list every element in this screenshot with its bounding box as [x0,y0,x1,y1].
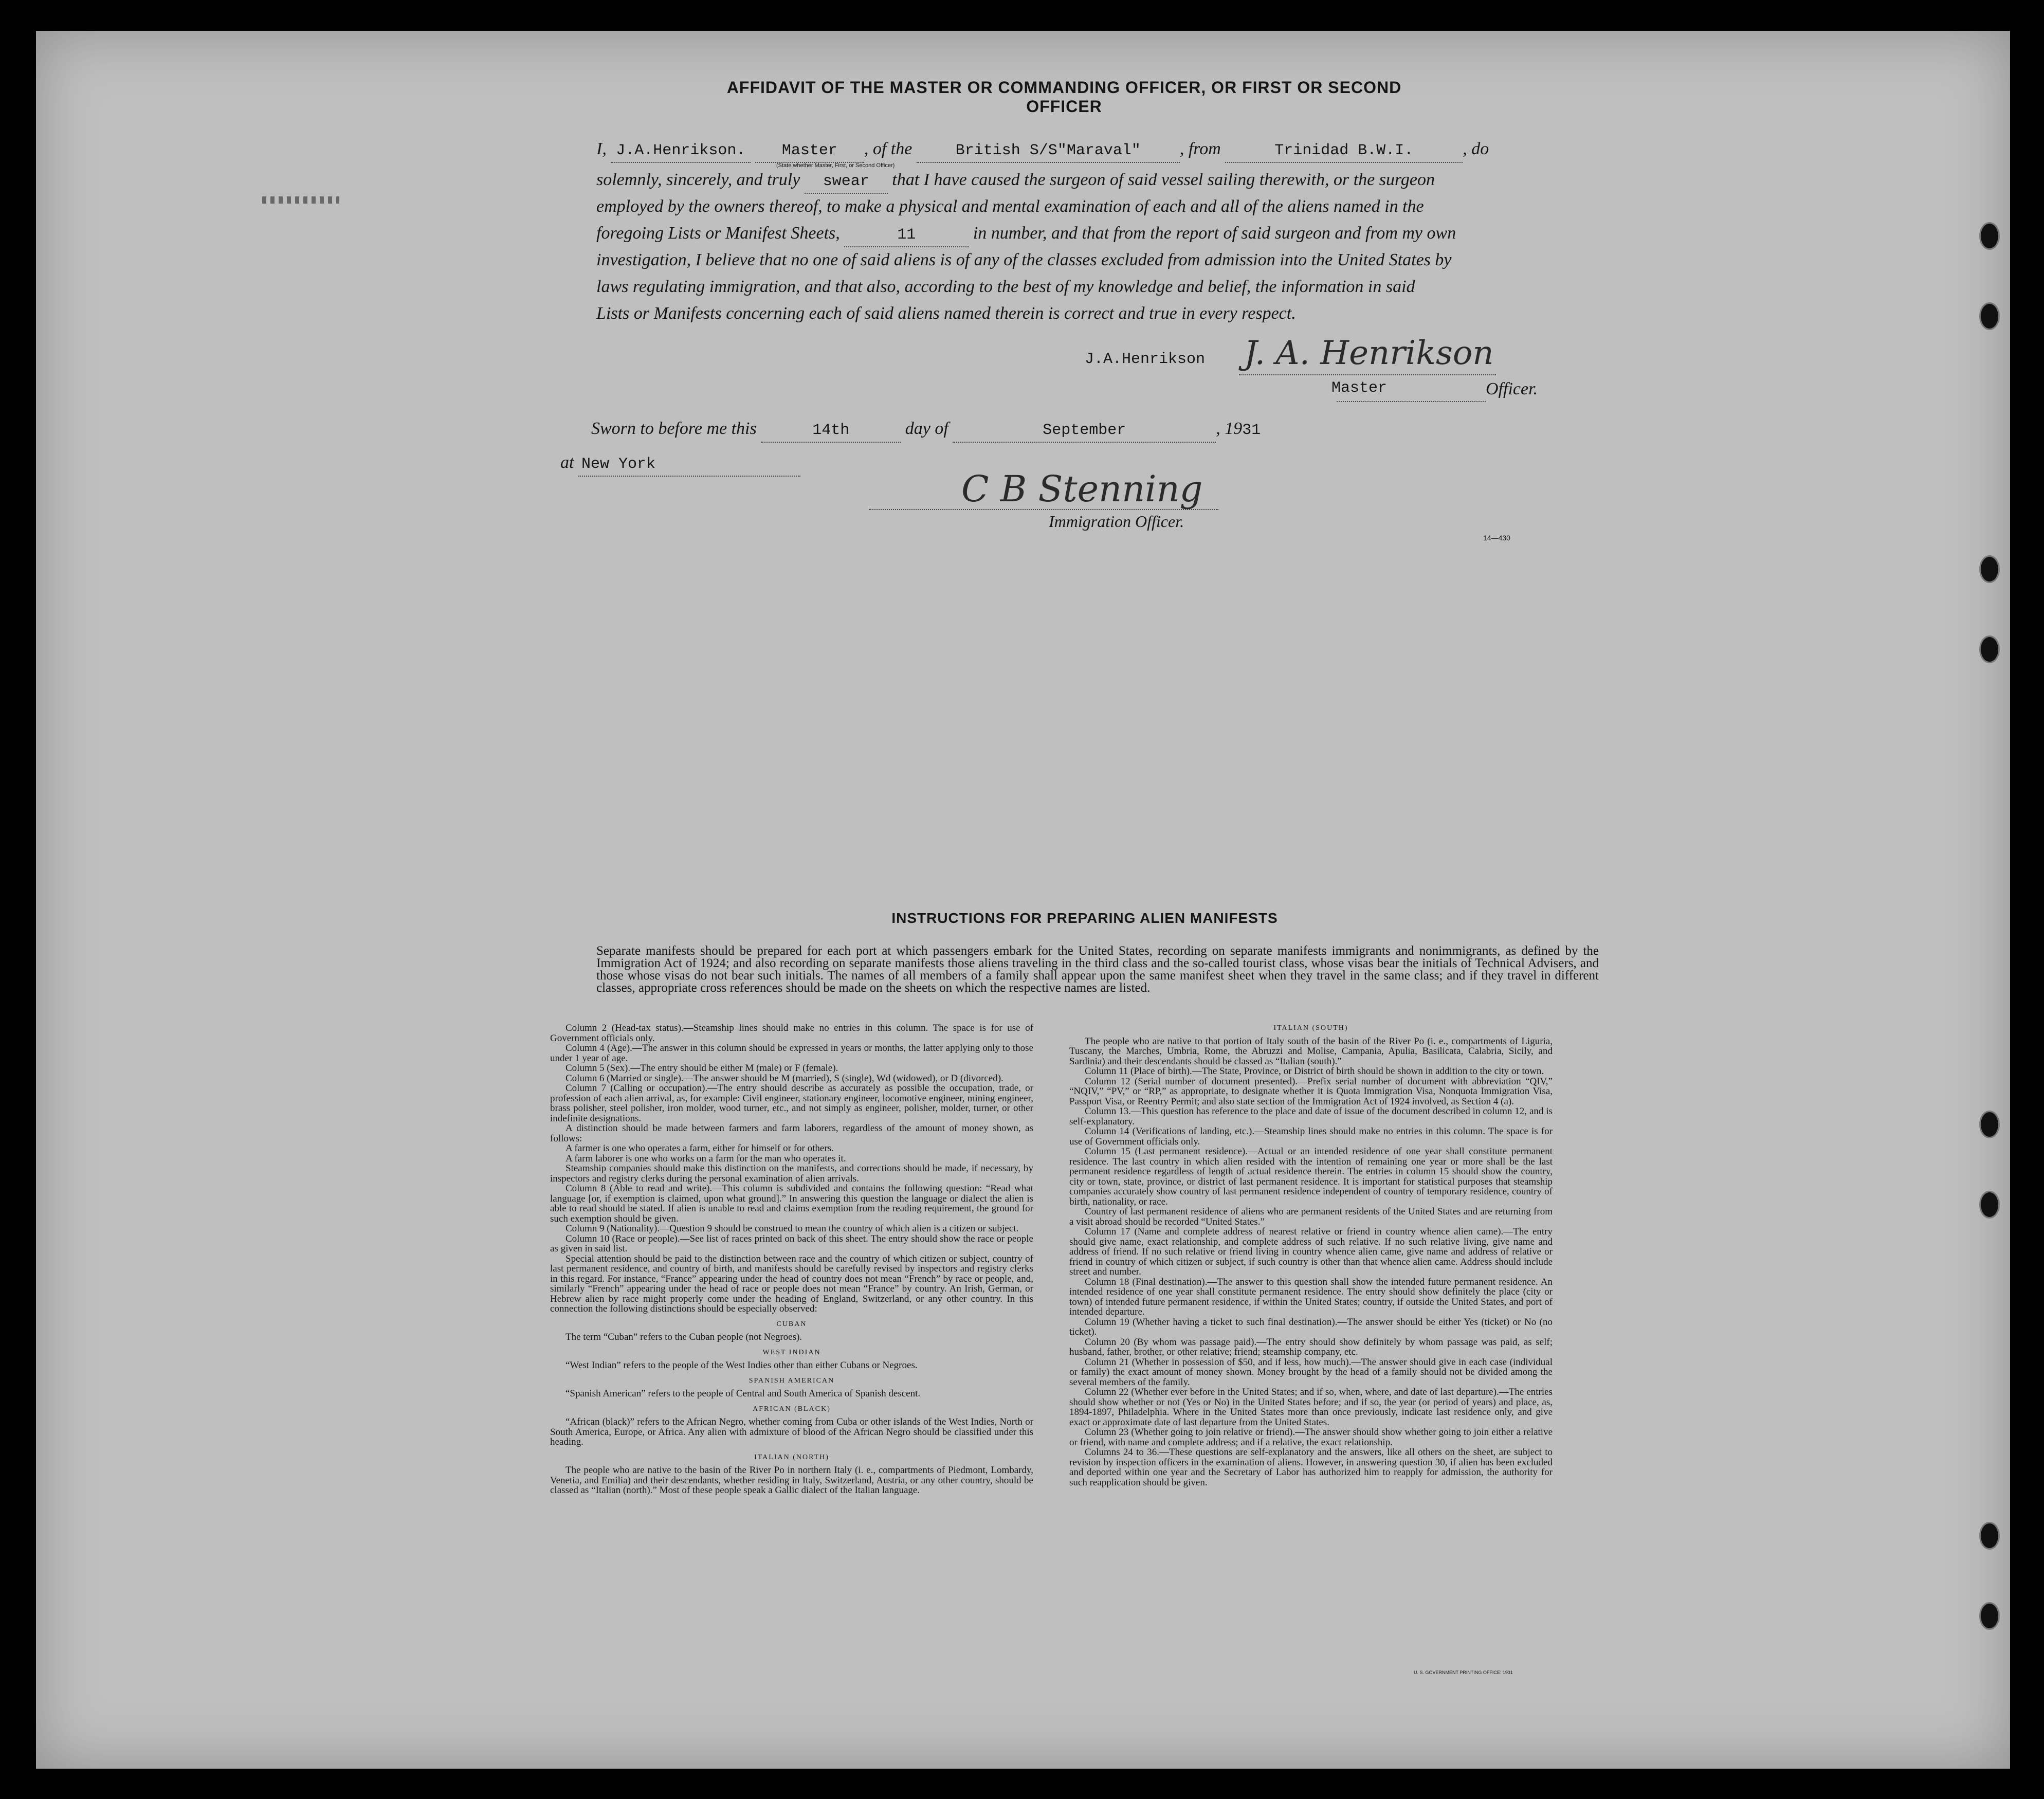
affidavit-line-6: laws regulating immigration, and that also, according to the best of my knowledge and belief, the information in said [596,277,1415,296]
instructions-left-column [550,1023,1033,1496]
instruction-paragraph: Special attention should be paid to the distinction between race and the country of which citizen or subject, country of last permanent residence, and country of birth, and manifests should be carefully revised by inspectors and registry clerks in this regard. For instance, “France” appearing under the head of country does not mean “French” by race or people, and, similarly “French” appearing under the head of race or people does not mean “France” by country. An Irish, German, or Hebrew alien by race might properly come under the heading of England, Switzerland, or any other country. In this connection the following distinctions should be especially observed: [550,1253,1033,1314]
printer-note: U. S. GOVERNMENT PRINTING OFFICE: 1931 [1414,1670,1513,1675]
instruction-paragraph: The people who are native to that portion of Italy south of the basin of the River Po (i. e., compartments of Liguria, Tuscany, the Marches, Umbria, Rome, the Abruzzi and Molise, Campania, Apulia, Basilicata, Calabria, Sicily, and Sardinia) and their descendants should be classed as “Italian (south).” [1069,1035,1553,1067]
line4-suffix: in number, and that from the report of said surgeon and from my own [973,224,1456,243]
of-the-label: , of the [864,139,912,158]
affidavit-line-3: employed by the owners thereof, to make a physical and mental examination of each and all of the aliens named in the [596,197,1424,216]
section-heading: SPANISH AMERICAN [749,1376,835,1385]
place-field: New York [578,453,800,477]
document-sheet [36,31,2010,1769]
section-paragraph: The term “Cuban” refers to the Cuban people (not Negroes). [565,1332,802,1342]
punch-hole-3 [1979,555,2000,583]
rank-note: (State whether Master, First, or Second Officer) [776,162,895,169]
instructions-intro: Separate manifests should be prepared for each port at which passengers embark for the United States, recording on separate manifests immigrants and nonimmigrants, as defined by the Immigration Act of 1924; and also recording on separate manifests those aliens traveling in the third class and the so-called tourist class, whose visas bear the initials of Technical Advisers, and those whose visas do not bear such initials. The names of all members of a family shall appear upon the same manifest sheet when they travel in the same class; and if they travel in different classes, appropriate cross references should be made on the sheets on which the respective names are listed. [596,944,1599,995]
instruction-paragraph: Column 15 (Last permanent residence).—Actual or an intended residence of one year shall constitute permanent residence. The last country in which alien resided with the intention of remaining one year or more shall be the last permanent residence regardless of length of actual residence therein. The entries in column 15 should show the country, city or town, state, province, or district of last permanent residence. It is important for statistical purposes that steamship companies accurately show country of last permanent residence independent of country of temporary residence, country of birth, nationality, or race. [1069,1146,1553,1207]
instruction-paragraph: Column 11 (Place of birth).—The State, Province, or District of birth should be shown in addition to the city or town. [1085,1066,1544,1077]
line2-prefix: solemnly, sincerely, and truly [596,170,800,189]
form-number: 14—430 [1483,534,1510,542]
departure-port-field: Trinidad B.W.I. [1225,139,1463,163]
instruction-paragraph: Steamship companies should make this distinction on the manifests, and corrections should be made, if necessary, by inspectors and registry clerks during the personal examination of alien arrivals. [550,1163,1033,1184]
instruction-paragraph: Column 6 (Married or single).—The answer should be M (married), S (single), Wd (widowed), or D (divorced). [565,1073,1003,1084]
oath-field: swear [805,170,888,194]
punch-hole-2 [1979,302,2000,330]
punch-hole-5 [1979,1111,2000,1138]
section-paragraph: The people who are native to the basin of the River Po in northern Italy (i. e., compartments of Piedmont, Lombardy, Venetia, and Emilia) and their descendants, whether residing in Italy, Switzerland, Austria, or any other country, should be classed as “Italian (north).” Most of these people speak a Gallic dialect of the Italian language. [550,1465,1033,1496]
immigration-signature-line [869,509,1218,510]
immigration-officer-signature: C B Stenning [961,468,1203,510]
instruction-paragraph: Column 4 (Age).—The answer in this column should be expressed in years or months, the latter applying only to those under 1 year of age. [550,1043,1033,1064]
instruction-paragraph: Country of last permanent residence of aliens who are permanent residents of the United States and are returning from a visit abroad should be recorded “United States.” [1069,1206,1553,1227]
instructions-title: INSTRUCTIONS FOR PREPARING ALIEN MANIFESTS [891,910,1278,926]
line2-suffix: that I have caused the surgeon of said vessel sailing therewith, or the surgeon [892,170,1435,189]
sworn-month-field: September [953,419,1216,443]
instruction-paragraph: Column 21 (Whether in possession of $50, and if less, how much).—The answer should give in each case (individual or family) the exact amount of money shown. Money brought by the head of a family should not be divided among the several members of the family. [1069,1356,1553,1388]
master-signature: J. A. Henrikson [1244,334,1494,372]
section-paragraph: “African (black)” refers to the African Negro, whether coming from Cuba or other islands of the West Indies, North or South America, Europe, or Africa. Any alien with admixture of blood of the African Negro should be classified under this heading. [550,1416,1033,1447]
affidavit-prefix: I, [596,139,607,158]
instruction-paragraph: Column 13.—This question has reference to the place and date of issue of the document described in column 12, and is self-explanatory. [1069,1106,1553,1127]
immigration-officer-label: Immigration Officer. [1049,512,1184,531]
instruction-paragraph: Column 18 (Final destination).—The answer to this question shall show the intended future permanent residence. An intended residence of one year shall constitute permanent residence. The entry should show definitely the place (city or town) of intended future permanent residence, if within the United States; country, if outside the United States, and port of intended departure. [1069,1276,1553,1317]
instruction-paragraph: Column 23 (Whether going to join relative or friend).—The answer should show whether going to join either a relative or friend, with name and complete address; and if a relative, the exact relationship. [1069,1427,1553,1448]
section-heading: WEST INDIAN [762,1348,821,1356]
punch-hole-1 [1979,222,2000,250]
instruction-paragraph: Column 5 (Sex).—The entry should be either M (male) or F (female). [565,1063,838,1074]
instruction-paragraph: Column 8 (Able to read and write).—This column is subdivided and contains the following question: “Read what language [or, if exemption is claimed, upon what ground].” In answering this question the language or dialect the alien is able to read should be stated. If alien is unable to read and claims exemption from the reading requirement, the ground for such exemption should be given. [550,1183,1033,1224]
affidavit-line-5: investigation, I believe that no one of said aliens is of any of the classes excluded from admission into the United States by [596,250,1452,269]
section-paragraph: “Spanish American” refers to the people of Central and South America of Spanish descent. [565,1388,921,1399]
instruction-paragraph: Column 2 (Head-tax status).—Steamship lines should make no entries in this column. The space is for use of Government officials only. [550,1023,1033,1044]
instruction-paragraph: Column 17 (Name and complete address of nearest relative or friend in country whence alien came).—The entry should give name, exact relationship, and complete address of such relative. If no such relative living, give name and address of friend. If no such relative or friend living in country whence alien came, give name and address of relative or friend in country of which citizen or subject, if such country is other than that whence alien came. Address should include street and number. [1069,1226,1553,1277]
instructions-right-column [1069,1023,1553,1487]
instruction-paragraph: Column 19 (Whether having a ticket to such final destination).—The answer should be either Yes (ticket) or No (no ticket). [1069,1316,1553,1337]
instruction-paragraph: Columns 24 to 36.—These questions are self-explanatory and the answers, like all others on the sheet, are subject to revision by inspection officers in the examination of aliens. However, in answering question 30, if alien has been excluded and deported within one year and the Secretary of Labor has authorized him to reapply for admission, the authority for such reapplication should be given. [1069,1447,1553,1488]
punch-hole-6 [1979,1191,2000,1219]
ink-smudge [262,196,339,204]
instruction-paragraph: Column 22 (Whether ever before in the United States; and if so, when, where, and date of last departure).—The entries should show whether or not (Yes or No) in the United States before; and if so, the year (or period of years) and place, as, 1894-1897, Philadelphia. Where in the United States more than once previously, indicate last residence only, and give exact or approximate date of last departure from the United States. [1069,1387,1553,1428]
signature-line [1239,374,1496,375]
year-prefix: , 19 [1216,419,1243,438]
officer-name-field: J.A.Henrikson. [611,139,751,163]
section-paragraph: “West Indian” refers to the people of the West Indies other than either Cubans or Negroes. [565,1360,918,1371]
sworn-line [591,417,1594,443]
instruction-paragraph: Column 10 (Race or people).—See list of races printed on back of this sheet. The entry should show the race or people as given in said list. [550,1233,1033,1254]
instruction-paragraph: Column 7 (Calling or occupation).—The entry should describe as accurately as possible the occupation, trade, or profession of each alien arrival, as, for example: Civil engineer, stationary engineer, locomotive engineer, mining engineer, brass polisher, steel polisher, iron molder, wood turner, etc., and not simply as engineer, polisher, molder, turner, or other indefinite designations. [550,1083,1033,1124]
affidavit-line-7: Lists or Manifests concerning each of said aliens named therein is correct and true in every respect. [596,304,1296,323]
section-heading: AFRICAN (BLACK) [753,1405,831,1413]
instruction-paragraph: A farmer is one who operates a farm, either for himself or for others. [565,1143,834,1154]
line4-prefix: foregoing Lists or Manifest Sheets, [596,224,840,243]
year-suffix: 31 [1242,422,1261,439]
punch-hole-8 [1979,1602,2000,1630]
affidavit-line-1 [596,138,1599,163]
from-label: , from [1179,139,1221,158]
affidavit-title: AFFIDAVIT OF THE MASTER OR COMMANDING OFFICER, OR FIRST OR SECOND OFFICER [726,78,1402,116]
instruction-paragraph: A farm laborer is one who works on a farm for the man who operates it. [565,1153,846,1164]
signer-typed-name: J.A.Henrikson [1085,351,1206,368]
at-label: at [560,453,574,472]
ship-name-field: British S/S"Maraval" [917,139,1180,163]
instruction-paragraph: Column 12 (Serial number of document presented).—Prefix serial number of document with abbreviation “QIV,” “NQIV,” “PV,” or “RP,” as appropriate, to designate whether it is Quota Immigration Visa, Nonquota Immigration Visa, Passport Visa, or Reentry Permit; and also state section of the Immigration Act of 1924 involved, as Section 4 (a). [1069,1076,1553,1107]
day-of-label: day of [905,419,948,438]
instruction-paragraph: A distinction should be made between farmers and farm laborers, regardless of the amount of money shown, as follows: [550,1123,1033,1144]
sworn-day-field: 14th [761,419,901,443]
section-heading: ITALIAN (NORTH) [754,1453,829,1461]
punch-hole-7 [1979,1522,2000,1550]
sheet-count-field: 11 [844,224,969,247]
instruction-paragraph: Column 9 (Nationality).—Question 9 should be construed to mean the country of which alien is a citizen or subject. [565,1223,1019,1234]
section-heading: CUBAN [776,1320,807,1328]
do-label: , do [1463,139,1489,158]
rank-underline [1337,401,1486,402]
instruction-paragraph: Column 20 (By whom was passage paid).—The entry should show definitely by whom passage was paid, as self; husband, father, brother, or other relative; friend; steamship company, etc. [1069,1336,1553,1357]
sworn-prefix: Sworn to before me this [591,419,757,438]
punch-hole-4 [1979,635,2000,663]
officer-rank-signed: Master [1331,379,1388,397]
instruction-paragraph: Column 14 (Verifications of landing, etc.).—Steamship lines should make no entries in this column. The space is for use of Government officials only. [1069,1126,1553,1147]
affidavit-line-2 [596,169,1599,194]
affidavit-line-4 [596,222,1599,247]
section-heading: ITALIAN (SOUTH) [1273,1024,1348,1032]
officer-rank-field: Master [755,139,864,163]
officer-label: Officer. [1486,379,1538,398]
